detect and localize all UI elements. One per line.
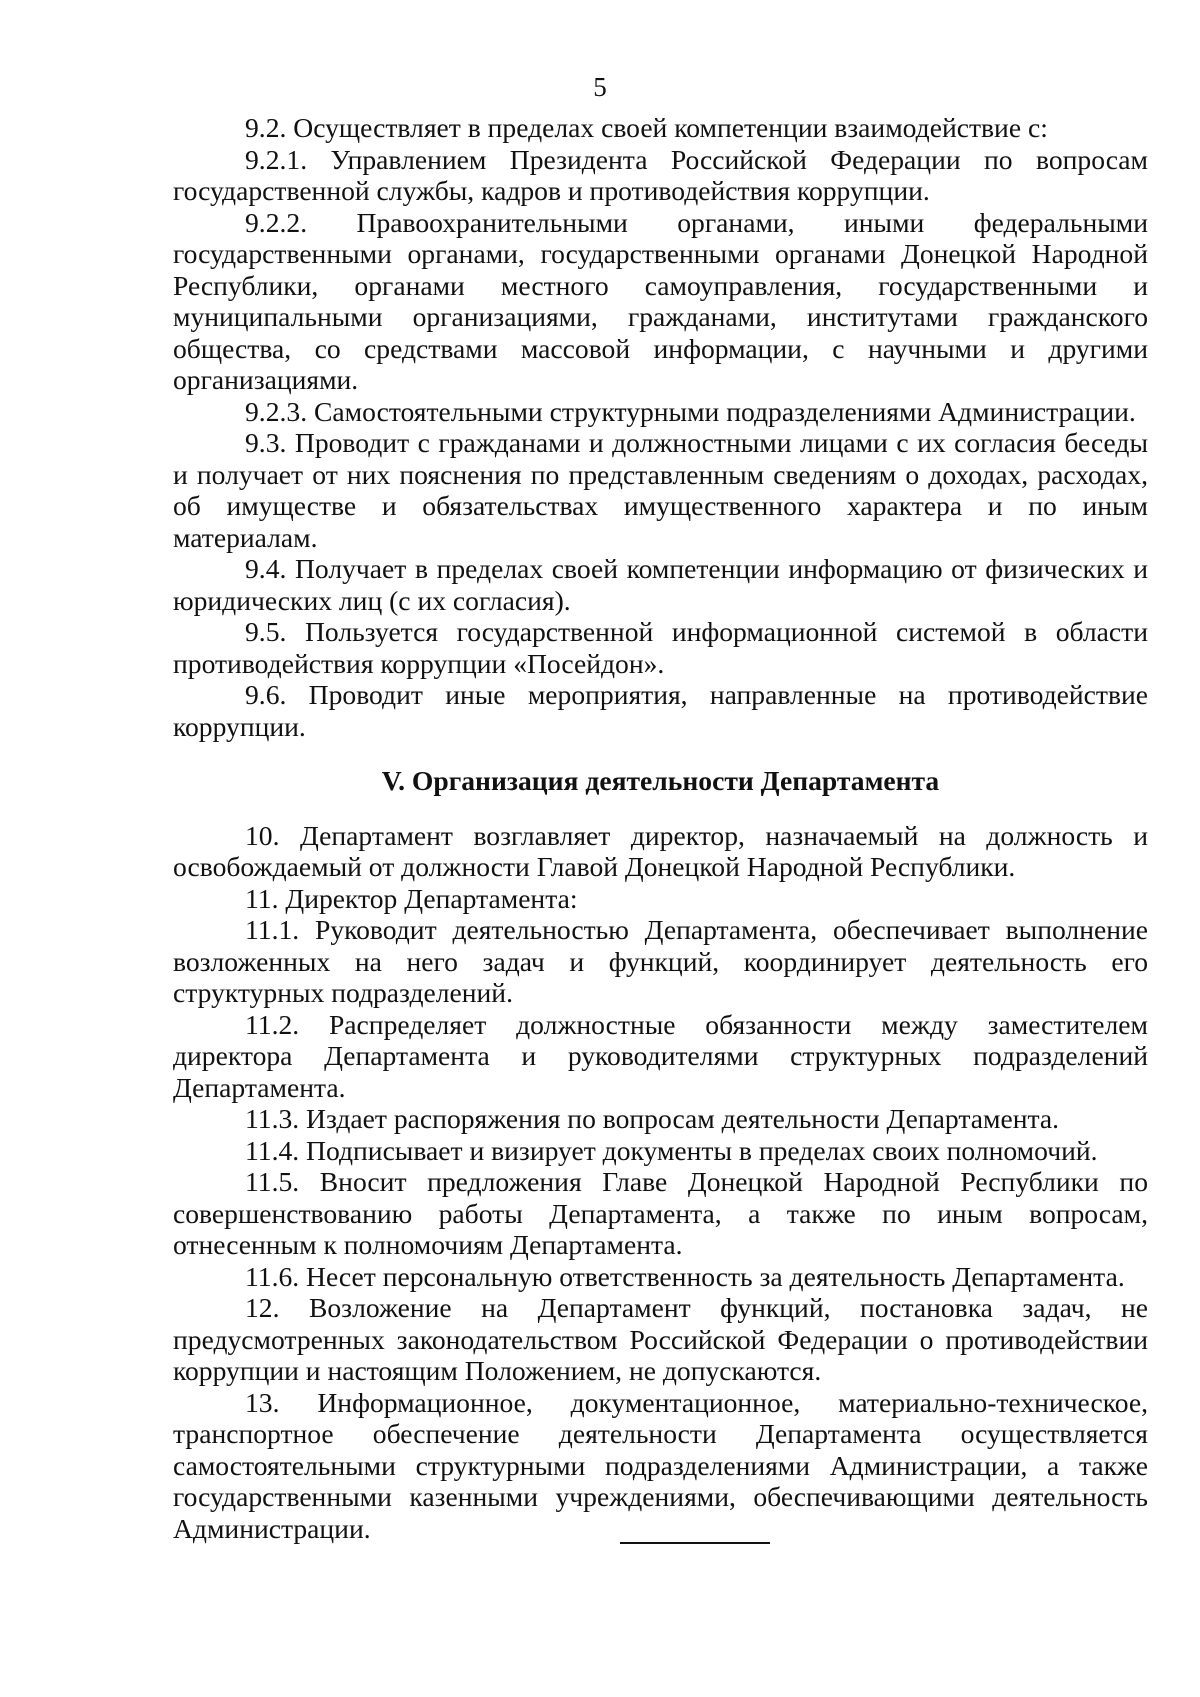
section-heading: V. Организация деятельности Департамента [381,765,940,796]
paragraph-11-2: 11.2. Распределяет должностные обязанности между заместителем директора Департамента и руководителями структурных подразделений Департамента. [173,1008,1148,1103]
paragraph-12: 12. Возложение на Департамент функций, постановка задач, не предусмотренных законодательством Российской Федерации о противодействии коррупции и настоящим Положением, не допускаются. [173,1292,1148,1386]
document-body [173,112,1148,1544]
end-of-document-line [620,1542,770,1544]
paragraph-9-6: 9.6. Проводит иные мероприятия, направленные на противодействие коррупции. [173,679,1148,742]
paragraph-11-6: 11.6. Несет персональную ответственность за деятельность Департамента. [245,1260,1125,1292]
paragraph-11-4: 11.4. Подписывает и визирует документы в пределах своих полномочий. [245,1134,1098,1166]
paragraph-11-1: 11.1. Руководит деятельностью Департамента, обеспечивает выполнение возложенных на него задач и функций, координирует деятельность его структурных подразделений. [173,914,1148,1008]
paragraph-9-2-2: 9.2.2. Правоохранительными органами, иными федеральными государственными органами, государственными органами Донецкой Народной Республики, органами местного самоуправления, государственными и муниципальными организациями, гражданами, институтами гражданского общества, со средствами массовой информации, с научными и другими организациями. [173,206,1148,395]
paragraph-9-5: 9.5. Пользуется государственной информационной системой в области противодействия коррупции «Посейдон». [173,616,1148,679]
paragraph-9-2-1: 9.2.1. Управлением Президента Российской Федерации по вопросам государственной службы, кадров и противодействия коррупции. [173,143,1148,206]
paragraph-9-2: 9.2. Осуществляет в пределах своей компетенции взаимодействие с: [245,112,1048,143]
paragraph-11-5: 11.5. Вносит предложения Главе Донецкой Народной Республики по совершенствованию работы Департамента, а также по иным вопросам, отнесенным к полномочиям Департамента. [173,1166,1148,1260]
paragraph-9-4: 9.4. Получает в пределах своей компетенции информацию от физических и юридических лиц (с их согласия). [173,553,1148,616]
paragraph-9-2-3: 9.2.3. Самостоятельными структурными подразделениями Администрации. [245,395,1136,427]
paragraph-11: 11. Директор Департамента: [245,882,578,914]
paragraph-9-3: 9.3. Проводит с гражданами и должностными лицами с их согласия беседы и получает от них пояснения по представленным сведениям о доходах, расходах, об имуществе и обязательствах имущественного характера и по иным материалам. [173,427,1148,553]
paragraph-13: 13. Информационное, документационное, материально-техническое, транспортное обеспечение деятельности Департамента осуществляется самостоятельными структурными подразделениями Администрации, а также государственными казенными учреждениями, обеспечивающими деятельность Администрации. [173,1386,1148,1544]
paragraph-10: 10. Департамент возглавляет директор, назначаемый на должность и освобождаемый от должности Главой Донецкой Народной Республики. [173,819,1148,882]
paragraph-11-3: 11.3. Издает распоряжения по вопросам деятельности Департамента. [245,1103,1060,1134]
page-number: 5 [593,72,607,102]
